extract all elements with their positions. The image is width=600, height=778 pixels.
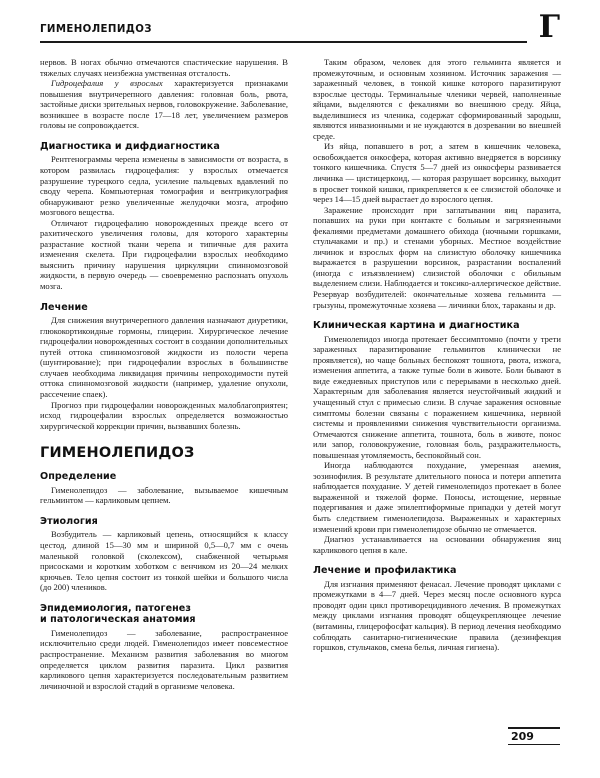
right-column: [313, 57, 561, 653]
running-head: [40, 9, 560, 50]
paragraph-treatment-prophylaxis: Для изгнания применяют фенасал. Лечение проводят циклами с промежутками в 4—7 дней. Через месяц после основного курса проводят один цикл противорецидивного лечения. В промежутках между циклами изгнания проводят общеукрепляющее лечение (витамины, глицерофосфат кальция). В период лечения необходимо соблюдать санитарно-гигиенические правила (дезинфекция горшков, стульчаков, смена белья, личная гигиена).: [313, 578, 561, 653]
heading-epidemiology-line-1: Эпидемиология, патогенез: [40, 602, 191, 614]
paragraph-clinic-1: Гименолепидоз иногда протекает бессимптомно (почти у трети зараженных паразитирование гельминтов клинически не проявляется), но чаще больных беспокоят тошнота, рвота, изжога, изменения аппетита, а также тупые боли в животе. Боли бывают в виде ежедневных приступов или с перерывами в несколько дней. Характерным для заболевания является неустойчивый жидкий и учащенный стул с примесью слизи. В случае заражения основные симптомы болезни связаны с поражением кишечника, нервной системы и проявлениями снижения чувствительности организма. Отмечаются снижение аппетита, тошнота, боль в животе, понос или запор, головокружение, головная боль, раздражительность, повышенная утомляемость, беспокойный сон.: [313, 333, 561, 460]
paragraph-hydrocephalus-adults-rest: характеризуется признаками повышения внутричерепного давления: головная боль, рвота, застойные диски зрительных нервов, головокружение. Заболевание, возникшее в возрасте после 17—18 лет, увеличением размеров головы не сопровождается.: [40, 78, 288, 131]
heading-treatment-prophylaxis: Лечение и профилактика: [313, 565, 457, 577]
heading-epidemiology: [40, 603, 288, 626]
thumb-index-letter: Г: [538, 9, 560, 45]
paragraph-right-3: Заражение происходит при заглатывании яиц паразита, попавших на руки при контакте с больным и загрязненными фекалиями предметами домашнего обихода (ночными горшками, стульчаками и пр.) и стенами уборных. Местное воздействие личинок и взрослых форм на слизистую оболочку кишечника выражается в разрушении ворсинок, разрастании воспалений (иногда с изъязвлением) слизистой оболочки с обильным выделением слизи. Наблюдается и токсико-аллергическое действие. Резервуар возбудителей: окончательные хозяева гельминта — грызуны, промежуточные хозяева — личинки блох, тараканы и др.: [313, 204, 561, 310]
paragraph-treatment-2: Прогноз при гидроцефалии новорожденных малоблагоприятен; исход гидроцефалии взрослых определяется возможностью хирургической коррекции причин, вызвавших болезнь.: [40, 399, 288, 431]
paragraph-right-2: Из яйца, попавшего в рот, а затем в кишечник человека, освобождается онкосфера, которая активно внедряется в ворсинку тонкого кишечника. Спустя 5—7 дней из онкосферы развивается личинка — цистицеркоид, — которая разрушает ворсинку, выходит в просвет тонкой кишки, прикрепляется к ее слизистой оболочке и через 14—15 дней вырастает до взрослого цепня.: [313, 141, 561, 205]
paragraph-diagnostics-2: Отличают гидроцефалию новорожденных прежде всего от рахитического увеличения головы, для которого характерны разрастание костной ткани черепа и типичные для рахита изменения скелета. При гидроцефалии взрослых необходимо выяснить причину нарушения циркуляции спинномозговой жидкости, в первую очередь — своевременно распознать опухоль мозга.: [40, 217, 288, 291]
paragraph-epidemiology: Гименолепидоз — заболевание, распространенное исключительно среди людей. Гименолепидоз имеет повсеместное распространение. Механизм развития заболевания во многом определяется циклом развития паразита. Цикл развития карликового цепня характеризуется последовательным развитием личиночной и взрослой стадий в организме человека.: [40, 627, 288, 691]
heading-diagnostics: Диагностика и дифдиагностика: [40, 140, 220, 152]
paragraph-clinic-3: Диагноз устанавливается на основании обнаружения яиц карликового цепня в кале.: [313, 534, 561, 555]
paragraph-hydrocephalus-adults: [40, 78, 288, 131]
paragraph-etiology: Возбудитель — карликовый цепень, относящийся к классу цестод, длиной 15—30 мм и шириной 0,5—0,7 мм с очень маленькой головкой (сколексом), снабженной четырьмя присосками и коротким хоботком с венчиком из 20—24 мелких крючьев. Тело цепня состоит из тонкой шейки и большого числа (до 200) члеников.: [40, 529, 288, 593]
article-title-hymenolepidosis: ГИМЕНОЛЕПИДОЗ: [40, 445, 195, 462]
paragraph-definition: Гименолепидоз — заболевание, вызываемое кишечным гельминтом — карликовым цепнем.: [40, 484, 288, 506]
italic-lead-in: Гидроцефалия у взрослых: [51, 78, 163, 89]
running-head-title: ГИМЕНОЛЕПИДОЗ: [40, 24, 152, 35]
running-head-rule: [40, 41, 527, 43]
body-columns: [40, 57, 561, 707]
heading-definition: Определение: [40, 471, 117, 483]
paragraph-right-1: Таким образом, человек для этого гельминта является и промежуточным, и основным хозяином. Источник заражения — зараженный человек, в тонкой кишке которого паразитируют взрослые цестоды. Терминальные членики червей, наполненные яйцами, выделяются с фекалиями во внешнюю среду. Яйца, выделившиеся из членика, содержат сформированный зародыш, являются инвазионными и не нуждаются в дозревании во внешней среде.: [313, 57, 561, 141]
paragraph-carryover: нервов. В ногах обычно отмечаются спастические нарушения. В тяжелых случаях неизбежна умственная отсталость.: [40, 57, 288, 78]
paragraph-diagnostics-1: Рентгенограммы черепа изменены в зависимости от возраста, в котором развилась гидроцефалия: у взрослых отмечается разрушение турецкого седла, усиление пальцевых вдавлений по своду черепа. Компьютерная томография и вентрикулография обнаруживают резко увеличенные желудочки мозга, атрофию мозгового вещества.: [40, 154, 288, 218]
heading-etiology: Этиология: [40, 515, 98, 527]
folio-rule-bottom: [508, 744, 560, 746]
page-number: 209: [511, 729, 534, 743]
page-folio: [508, 727, 560, 745]
heading-treatment: Лечение: [40, 301, 88, 313]
left-column: [40, 57, 288, 691]
paragraph-clinic-2: Иногда наблюдаются похудание, умеренная анемия, эозинофилия. В результате длительного поноса и потери аппетита наблюдается похудание. У детей гименолепидоз протекает в более выраженной и тяжелой форме. Поносы, истощение, нервные подергивания и даже эпилептиформные припадки у детей могут быть следствием гименолепидоза. Выраженных и характерных изменений крови при гименолепидозе обычно не отмечается.: [313, 460, 561, 534]
heading-clinical-picture: Клиническая картина и диагностика: [313, 320, 520, 332]
heading-epidemiology-line-2: и патологическая анатомия: [40, 614, 196, 626]
paragraph-treatment-1: Для снижения внутричерепного давления назначают диуретики, глюкокортикоидные гормоны, глицерин. Хирургическое лечение гидроцефалии новорожденных состоит в создании дополнительных путей оттока спинномозговой жидкости из полости черепа (шунтирование); при гидроцефалии взрослых в большинстве случаев необходима ликвидация причины непроходимости путей оттока спинномозговой жидкости (например, удаление опухоли, рассечение спаек).: [40, 315, 288, 399]
